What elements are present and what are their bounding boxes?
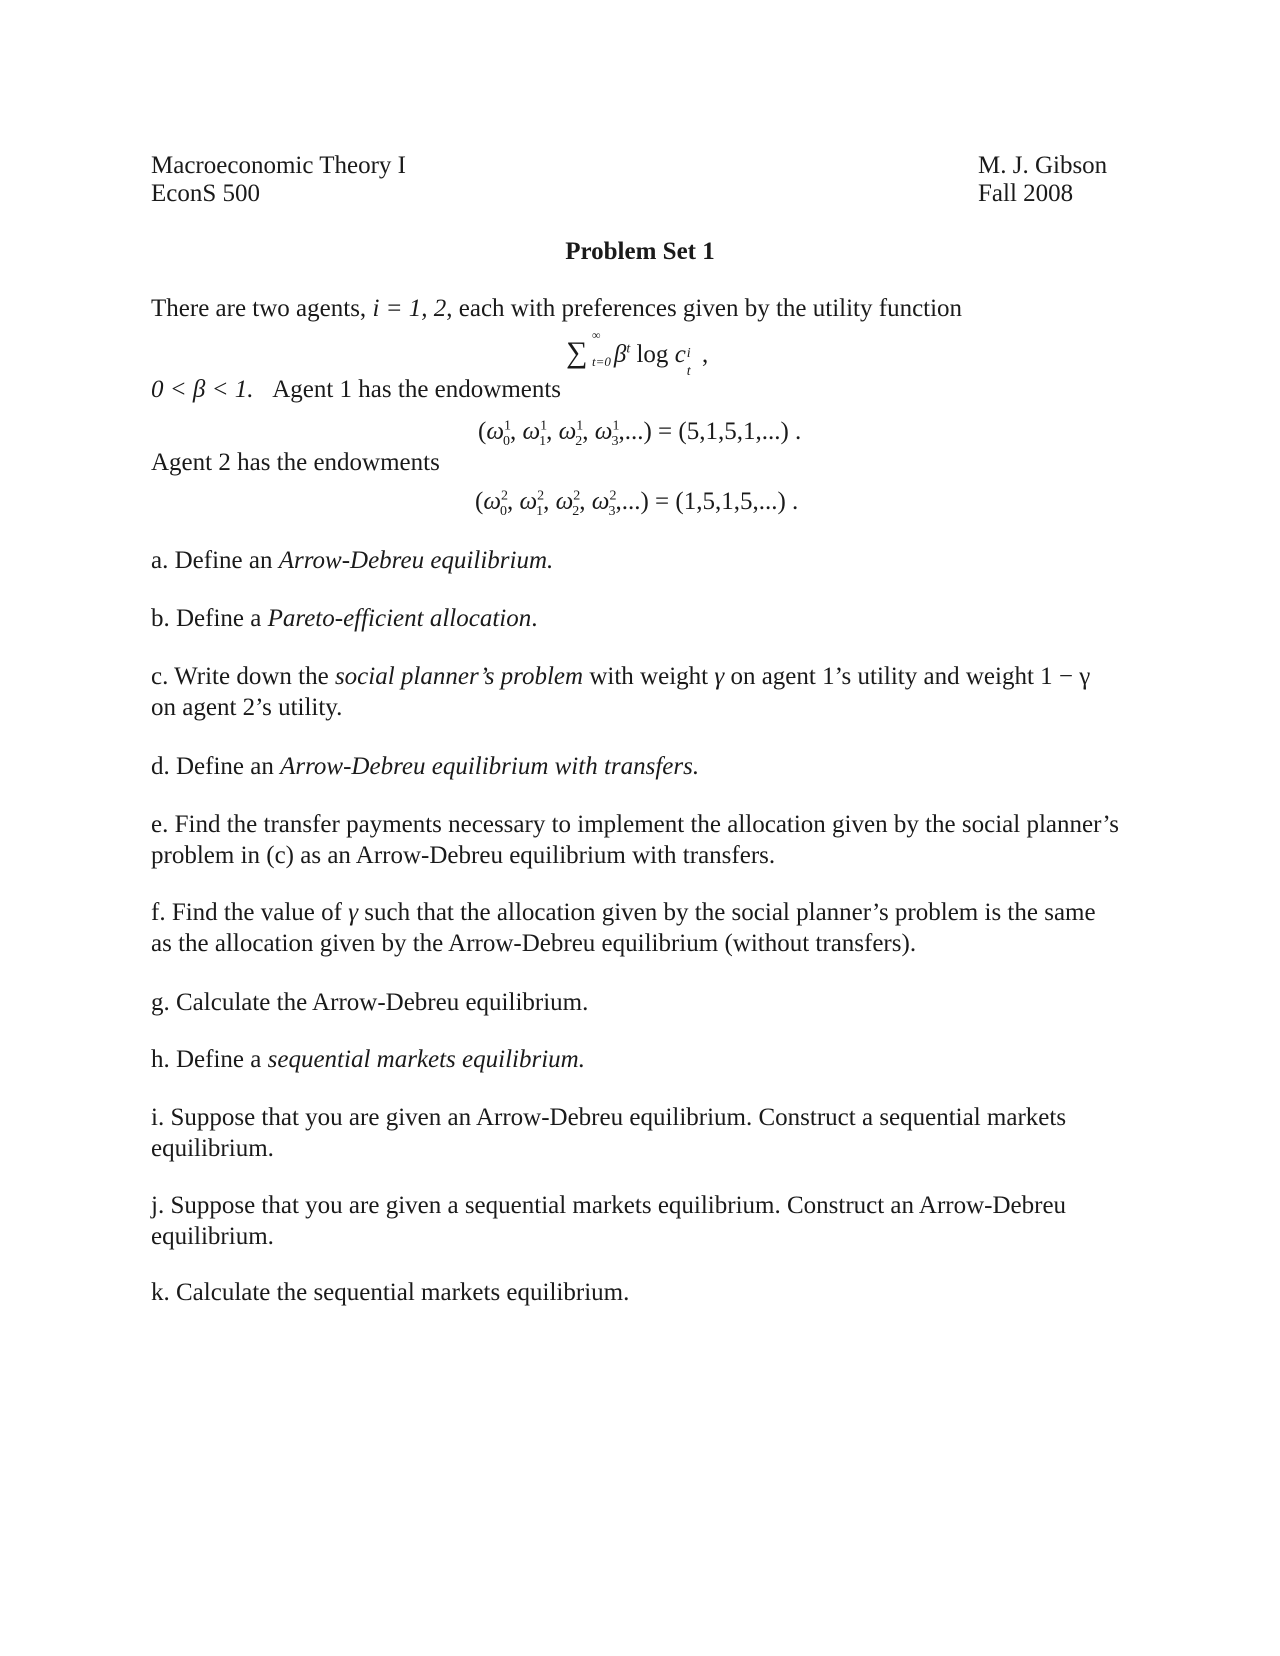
question-i bbox=[151, 1102, 1151, 1165]
question-label: b. bbox=[151, 605, 170, 632]
question-text-line2: as the allocation given by the Arrow-Debreu equilibrium (without transfers). bbox=[151, 930, 917, 958]
question-k bbox=[151, 1277, 1141, 1308]
question-e bbox=[151, 809, 1161, 872]
agent1-sentence bbox=[151, 374, 561, 405]
question-text: Calculate the Arrow-Debreu equilibrium. bbox=[176, 989, 589, 1016]
question-label: k. bbox=[151, 1279, 170, 1306]
beta-exponent: t bbox=[626, 341, 631, 357]
agent1-endowments: ($\omega^1_0$, $\omega^1_1$, $\omega^1_2$, $\omega^1_3,...) = (5,1,5,1,...)$ . bbox=[478, 418, 802, 449]
question-label: c. bbox=[151, 663, 169, 690]
question-text-line2: problem in (c) as an Arrow-Debreu equilibrium with transfers. bbox=[151, 842, 776, 870]
consumption-symbol: c bbox=[674, 341, 686, 368]
question-text: with weight bbox=[589, 663, 709, 690]
question-text: Write down the bbox=[174, 663, 329, 690]
beta-condition: 0 < β < 1. bbox=[151, 376, 254, 403]
question-text: Calculate the sequential markets equilibrium. bbox=[176, 1279, 630, 1306]
question-text: Define an bbox=[176, 753, 274, 780]
instructor-name: M. J. Gibson bbox=[978, 152, 1108, 179]
question-emphasis: Arrow-Debreu equilibrium. bbox=[278, 547, 554, 574]
question-label: g. bbox=[151, 989, 170, 1016]
question-emphasis: social planner’s problem bbox=[334, 663, 584, 690]
question-label: a. bbox=[151, 547, 169, 574]
question-a bbox=[151, 545, 1141, 576]
gamma-symbol: γ bbox=[348, 899, 359, 926]
agents-sentence bbox=[151, 293, 962, 324]
question-text: on agent 1’s utility and weight 1 − γ bbox=[730, 663, 1091, 690]
question-text-line2: equilibrium. bbox=[151, 1223, 274, 1251]
agent2-sentence: Agent 2 has the endowments bbox=[151, 449, 440, 476]
question-label: d. bbox=[151, 753, 170, 780]
beta-symbol: β bbox=[613, 341, 627, 368]
agent2-endowments: ($\omega^2_0$, $\omega^2_1$, $\omega^2_2$, $\omega^2_3,...) = (1,5,1,5,...)$ . bbox=[475, 488, 799, 519]
question-h bbox=[151, 1044, 1141, 1075]
question-f bbox=[151, 897, 1151, 960]
agents-prefix: There are two agents, bbox=[151, 295, 367, 322]
agent1-endowment-values: = (5,1,5,1,...) . bbox=[658, 418, 802, 445]
utility-function: ∑ ∞ t=0 $\beta^t$ log c i t , bbox=[566, 328, 709, 379]
gamma-symbol: γ bbox=[714, 663, 725, 690]
question-b bbox=[151, 603, 1141, 634]
question-emphasis: sequential markets equilibrium. bbox=[267, 1046, 585, 1073]
question-text-line2: on agent 2’s utility. bbox=[151, 694, 343, 722]
question-c bbox=[151, 661, 1151, 724]
question-label: j. bbox=[151, 1192, 165, 1219]
question-label: i. bbox=[151, 1104, 165, 1131]
agent2-endowment-values: = (1,5,1,5,...) . bbox=[655, 488, 799, 515]
question-text: such that the allocation given by the social planner’s problem is the same bbox=[364, 899, 1096, 926]
question-text: Suppose that you are given a sequential markets equilibrium. Construct an Arrow-Debreu bbox=[170, 1192, 1067, 1219]
term: Fall 2008 bbox=[978, 180, 1074, 207]
log-label: log bbox=[636, 341, 669, 368]
course-title: Macroeconomic Theory I bbox=[151, 152, 406, 179]
question-text: Suppose that you are given an Arrow-Debreu equilibrium. Construct a sequential markets bbox=[170, 1104, 1067, 1131]
summation: ∑ ∞ t=0 bbox=[566, 328, 611, 369]
question-emphasis: Pareto-efficient allocation bbox=[267, 605, 532, 632]
question-text: Define a bbox=[176, 1046, 262, 1073]
question-g bbox=[151, 987, 1141, 1018]
question-text: Find the value of bbox=[171, 899, 342, 926]
question-text: . bbox=[531, 605, 538, 632]
agents-suffix: , each with preferences given by the utility function bbox=[446, 295, 963, 322]
question-label: f. bbox=[151, 899, 166, 926]
course-header bbox=[151, 150, 406, 206]
sum-upper-limit: ∞ bbox=[592, 328, 601, 342]
question-label: e. bbox=[151, 811, 169, 838]
question-emphasis: Arrow-Debreu equilibrium with transfers. bbox=[280, 753, 700, 780]
question-d bbox=[151, 751, 1141, 782]
page-title: Problem Set 1 bbox=[565, 238, 715, 265]
question-label: h. bbox=[151, 1046, 170, 1073]
question-text-line2: equilibrium. bbox=[151, 1135, 274, 1163]
question-j bbox=[151, 1190, 1151, 1253]
agents-index: i = 1, 2 bbox=[372, 295, 447, 322]
agent1-text: Agent 1 has the endowments bbox=[272, 376, 562, 403]
question-text: Define an bbox=[174, 547, 273, 574]
sum-lower-limit: t=0 bbox=[592, 354, 611, 369]
question-text: Define a bbox=[176, 605, 262, 632]
instructor-header bbox=[978, 150, 1107, 206]
question-text: Find the transfer payments necessary to implement the allocation given by the social planner’s bbox=[174, 811, 1120, 838]
course-code: EconS 500 bbox=[151, 180, 261, 207]
utility-trailer: , bbox=[702, 341, 709, 368]
